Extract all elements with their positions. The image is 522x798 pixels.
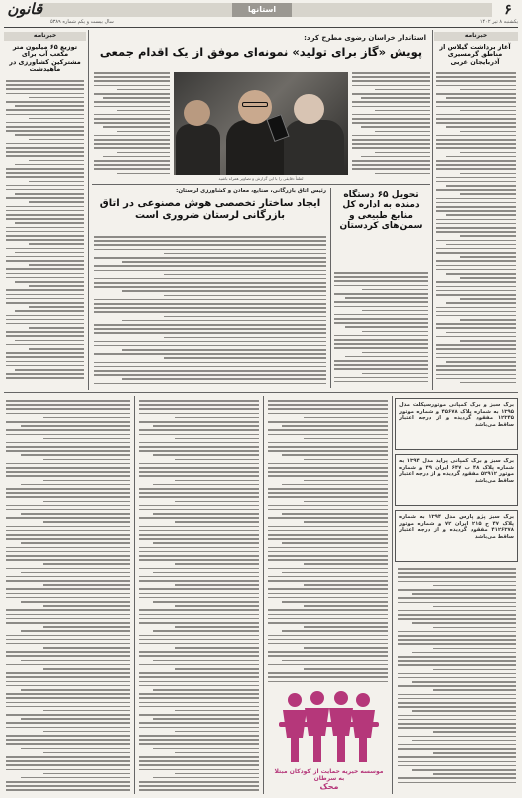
lead-photo bbox=[174, 72, 348, 175]
column-rule bbox=[134, 396, 135, 794]
children-figures-icon bbox=[273, 688, 385, 772]
left-col-label: خبرنامه bbox=[4, 32, 86, 41]
photo-caption: لطفاً دقایقی را با این گزارش و تصاویر همراه باشید bbox=[218, 176, 304, 181]
notice-text: برگ سبز پژو پارس مدل ۱۳۹۴ به شماره پلاک ۴۷ ج ۲۱۵ ایران ۷۲ و شماره موتور ۴۱۲۶۳۷۸ مفقود گردیده و از درجه اعتبار ساقط می‌باشد bbox=[399, 514, 514, 540]
lead-rule bbox=[92, 184, 430, 185]
lead-text-left bbox=[94, 72, 170, 180]
left-col-text bbox=[6, 80, 84, 388]
charity-logo bbox=[273, 688, 385, 792]
notice-box bbox=[395, 454, 518, 506]
right-col-text bbox=[436, 72, 516, 388]
notice-column-text bbox=[268, 400, 388, 684]
column-rule bbox=[330, 188, 331, 388]
lead-kicker: استاندار خراسان رضوی مطرح کرد: bbox=[304, 34, 426, 42]
left-col-headline: توزیع ۶۵ میلیون متر مکعب آب برای مشترکین کشاورزی در ماهیدشت bbox=[9, 43, 81, 74]
column-rule bbox=[263, 396, 264, 794]
notice-column-text bbox=[6, 400, 130, 792]
column-rule bbox=[432, 30, 433, 390]
charity-name: موسسه خیریه حمایت از کودکان مبتلا به سرطان bbox=[274, 768, 384, 782]
column-rule bbox=[88, 30, 89, 390]
masthead bbox=[0, 0, 522, 30]
lead-headline: پویش «گاز برای تولید» نمونه‌ای موفق از یک اقدام جمعی bbox=[99, 45, 423, 59]
notice-column-text bbox=[398, 568, 516, 792]
section-title: استانها bbox=[232, 3, 292, 17]
charity-short-name: محک bbox=[319, 782, 339, 791]
newspaper-logo: قانون bbox=[7, 0, 42, 18]
notice-box bbox=[395, 510, 518, 562]
date-line: یکشنبه ۸ تیر ۱۴۰۲ bbox=[479, 19, 518, 25]
notice-box bbox=[395, 398, 518, 450]
notice-text: برگ سبز و برگ کمپانی موتورسیکلت مدل ۱۳۹۵ به شماره پلاک ۴۵۶۷۸ و شماره موتور ۱۲۳۴۵ مفقود گردیده و از درجه اعتبار ساقط می‌باشد bbox=[399, 402, 514, 428]
kurdistan-headline: تحویل ۶۵ دستگاه دمنده به اداره کل منابع طبیعی و سمن‌های کردستان bbox=[339, 190, 423, 232]
right-col-label: خبرنامه bbox=[434, 32, 518, 41]
mid-text bbox=[94, 236, 326, 388]
masthead-rule bbox=[4, 27, 518, 28]
section-rule bbox=[4, 392, 518, 393]
lead-text-right bbox=[352, 72, 430, 180]
page-number: ۶ bbox=[504, 2, 512, 18]
mid-kicker: رئیس اتاق بازرگانی، صنایع، معادن و کشاورزی لرستان: bbox=[176, 188, 326, 194]
notice-text: برگ سبز و برگ کمپانی پراید مدل ۱۳۹۴ به شماره پلاک ۴۸ ب ۶۴۷ ایران ۴۹ و شماره موتور ۵۲۹۱۲ مفقود گردیده و از درجه اعتبار ساقط می‌باشد bbox=[399, 458, 514, 484]
kurdistan-text bbox=[334, 272, 428, 388]
column-rule bbox=[392, 396, 393, 794]
right-col-headline: آغاز برداشت گیلاس از مناطق گرمسیری آذربایجان غربی bbox=[439, 43, 511, 66]
mid-headline: ایجاد ساختار تخصصی هوش مصنوعی در اتاق بازرگانی لرستان ضروری است bbox=[99, 198, 321, 221]
notice-column-text bbox=[139, 400, 259, 792]
issue-line: سال بیست و یکم شماره ۵۳۸۹ bbox=[50, 19, 114, 25]
